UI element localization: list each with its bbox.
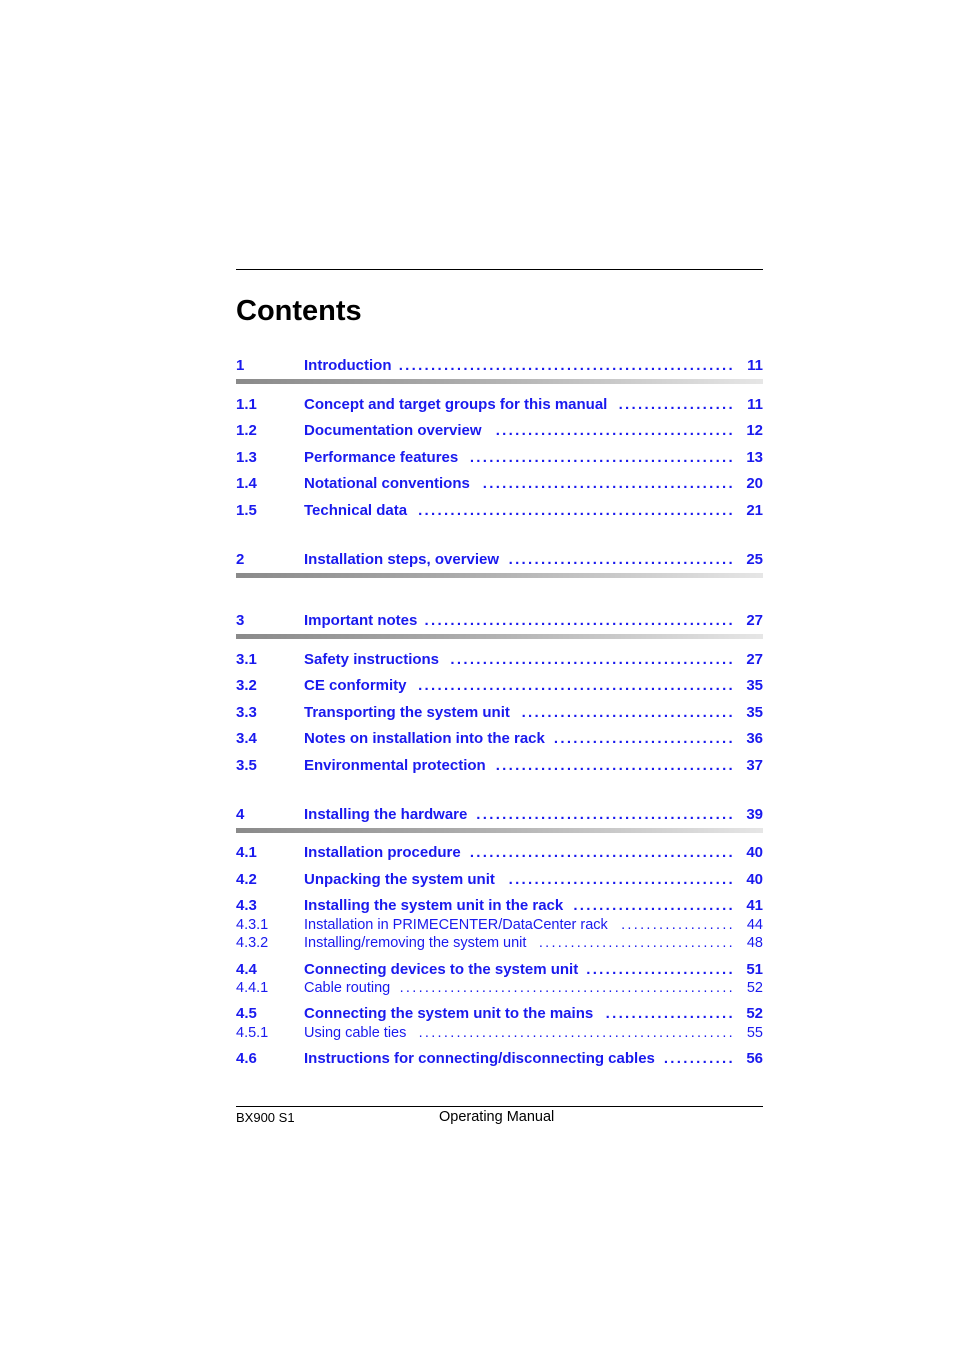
toc-leader-dots: ........... — [663, 1050, 735, 1067]
toc-entry-label[interactable]: Performance features — [304, 449, 459, 466]
toc-leader-dots: ......................................... — [469, 449, 735, 466]
toc-entry[interactable] — [236, 676, 763, 696]
toc-leader-dots: ................................................. — [418, 677, 735, 694]
footer-manual-title: Operating Manual — [439, 1109, 555, 1125]
toc-entry-page[interactable]: 56 — [746, 1050, 763, 1067]
toc-entry[interactable] — [236, 933, 763, 953]
toc-entry-label[interactable]: Unpacking the system unit — [304, 871, 495, 888]
toc-leader-dots: ............................... — [538, 935, 735, 951]
toc-leader-dots: .................. — [621, 917, 735, 933]
toc-entry-number: 3.3 — [236, 704, 257, 721]
toc-entry-label[interactable]: Connecting the system unit to the mains — [304, 1005, 594, 1022]
toc-entry-page[interactable]: 11 — [747, 357, 763, 374]
toc-entry-page[interactable]: 27 — [746, 651, 763, 668]
toc-entry-label[interactable]: Transporting the system unit — [304, 704, 510, 721]
toc-leader-dots: ................................. — [521, 704, 735, 721]
toc-entry-page[interactable]: 44 — [746, 917, 763, 933]
toc-leader-dots: ....................................... — [482, 475, 735, 492]
chapter-divider-bar — [236, 634, 763, 639]
toc-entry-page[interactable]: 12 — [746, 422, 763, 439]
toc-entry-number: 1 — [236, 357, 245, 374]
toc-leader-dots: ................................................. — [418, 502, 735, 519]
toc-entry-label[interactable]: Introduction — [304, 357, 392, 374]
toc-leader-dots: ................................................ — [424, 612, 735, 629]
toc-entry[interactable] — [236, 1049, 763, 1069]
toc-entry-number: 1.4 — [236, 475, 257, 492]
toc-entry[interactable] — [236, 843, 763, 863]
toc-entry-number: 4.3 — [236, 897, 257, 914]
toc-leader-dots: .................................................... — [398, 357, 735, 374]
toc-entry[interactable] — [236, 896, 763, 916]
toc-entry-number: 4.5 — [236, 1005, 257, 1022]
toc-entry-number: 3 — [236, 612, 245, 629]
toc-entry-number: 1.2 — [236, 422, 257, 439]
footer-rule — [236, 1106, 763, 1107]
toc-entry-page[interactable]: 41 — [746, 897, 763, 914]
toc-entry[interactable] — [236, 421, 763, 441]
toc-entry[interactable] — [236, 501, 763, 521]
toc-entry-label[interactable]: Using cable ties — [304, 1025, 407, 1041]
toc-entry-label[interactable]: Important notes — [304, 612, 418, 629]
toc-entry[interactable] — [236, 729, 763, 749]
toc-entry-number: 1.1 — [236, 396, 257, 413]
toc-entry-label[interactable]: Concept and target groups for this manual — [304, 396, 608, 413]
toc-leader-dots: ................................... — [508, 871, 735, 888]
toc-entry-label[interactable]: Safety instructions — [304, 651, 440, 668]
toc-entry-page[interactable]: 37 — [746, 757, 763, 774]
toc-entry[interactable] — [236, 960, 763, 980]
toc-entry-number: 4.1 — [236, 844, 257, 861]
toc-entry[interactable] — [236, 395, 763, 415]
toc-entry-label[interactable]: Installing/removing the system unit — [304, 935, 527, 951]
toc-entry-page[interactable]: 51 — [746, 961, 763, 978]
toc-entry[interactable] — [236, 1023, 763, 1043]
toc-entry-number: 3.5 — [236, 757, 257, 774]
toc-entry-page[interactable]: 13 — [746, 449, 763, 466]
toc-entry-label[interactable]: Technical data — [304, 502, 408, 519]
toc-entry-page[interactable]: 27 — [746, 612, 763, 629]
toc-entry[interactable] — [236, 448, 763, 468]
toc-entry-number: 4.2 — [236, 871, 257, 888]
toc-leader-dots: .................. — [618, 396, 735, 413]
toc-entry-number: 4 — [236, 806, 245, 823]
toc-leader-dots: ..................................... — [495, 757, 735, 774]
toc-entry-number: 4.5.1 — [236, 1025, 269, 1041]
toc-entry-page[interactable]: 52 — [746, 1005, 763, 1022]
toc-entry[interactable] — [236, 915, 763, 935]
toc-leader-dots: ............................ — [553, 730, 735, 747]
toc-entry-number: 1.3 — [236, 449, 257, 466]
toc-leader-dots: ..................................................... — [399, 980, 735, 996]
toc-entry-page[interactable]: 35 — [746, 677, 763, 694]
footer-product: BX900 S1 — [236, 1110, 295, 1125]
toc-entry-number: 4.3.1 — [236, 917, 269, 933]
toc-entry[interactable] — [236, 805, 763, 825]
toc-entry[interactable] — [236, 356, 763, 376]
toc-entry[interactable] — [236, 611, 763, 631]
toc-entry[interactable] — [236, 474, 763, 494]
toc-entry-number: 4.4.1 — [236, 980, 269, 996]
toc-entry-number: 3.4 — [236, 730, 257, 747]
toc-entry-number: 4.6 — [236, 1050, 257, 1067]
toc-entry-label[interactable]: Environmental protection — [304, 757, 486, 774]
toc-entry[interactable] — [236, 756, 763, 776]
toc-entry-label[interactable]: Installing the system unit in the rack — [304, 897, 564, 914]
toc-entry-number: 4.3.2 — [236, 935, 269, 951]
toc-entry-label[interactable]: CE conformity — [304, 677, 407, 694]
toc-entry-page[interactable]: 35 — [746, 704, 763, 721]
toc-entry-label[interactable]: Instructions for connecting/disconnecting cables — [304, 1050, 655, 1067]
chapter-divider-bar — [236, 828, 763, 833]
toc-entry-label[interactable]: Notational conventions — [304, 475, 470, 492]
toc-leader-dots: ......................................... — [469, 844, 735, 861]
chapter-divider-bar — [236, 573, 763, 578]
toc-entry-label[interactable]: Documentation overview — [304, 422, 482, 439]
toc-entry-label[interactable]: Notes on installation into the rack — [304, 730, 545, 747]
toc-entry-label[interactable]: Installation steps, overview — [304, 551, 500, 568]
toc-entry-page[interactable]: 25 — [746, 551, 763, 568]
toc-entry-page[interactable]: 11 — [747, 396, 763, 413]
toc-leader-dots: .................................................. — [418, 1025, 735, 1041]
toc-entry-label[interactable]: Installing the hardware — [304, 806, 468, 823]
toc-entry-page[interactable]: 52 — [746, 980, 763, 996]
toc-leader-dots: ..................................... — [495, 422, 735, 439]
toc-entry-page[interactable]: 40 — [746, 844, 763, 861]
toc-entry-label[interactable]: Installation procedure — [304, 844, 461, 861]
toc-entry[interactable] — [236, 978, 763, 998]
toc-entry-number: 4.4 — [236, 961, 257, 978]
toc-entry[interactable] — [236, 650, 763, 670]
toc-entry-number: 3.2 — [236, 677, 257, 694]
toc-entry-number: 2 — [236, 551, 245, 568]
toc-entry-page[interactable]: 36 — [746, 730, 763, 747]
toc-entry-label[interactable]: Connecting devices to the system unit — [304, 961, 579, 978]
toc-entry-page[interactable]: 21 — [746, 502, 763, 519]
toc-entry-number: 3.1 — [236, 651, 257, 668]
toc-entry-page[interactable]: 20 — [746, 475, 763, 492]
toc-leader-dots: ....................... — [586, 961, 735, 978]
toc-leader-dots: ................................... — [508, 551, 735, 568]
toc-entry-label[interactable]: Cable routing — [304, 980, 391, 996]
toc-leader-dots: ........................................ — [476, 806, 735, 823]
toc-entry[interactable] — [236, 550, 763, 570]
toc-entry[interactable] — [236, 703, 763, 723]
toc-entry[interactable] — [236, 1004, 763, 1024]
toc-entry-page[interactable]: 40 — [746, 871, 763, 888]
toc-entry-label[interactable]: Installation in PRIMECENTER/DataCenter rack — [304, 917, 608, 933]
chapter-divider-bar — [236, 379, 763, 384]
toc-leader-dots: ......................... — [573, 897, 735, 914]
page-title: Contents — [236, 295, 362, 327]
toc-entry[interactable] — [236, 870, 763, 890]
toc-entry-page[interactable]: 55 — [746, 1025, 763, 1041]
toc-leader-dots: ............................................ — [450, 651, 735, 668]
toc-entry-page[interactable]: 39 — [746, 806, 763, 823]
toc-leader-dots: .................... — [605, 1005, 735, 1022]
toc-entry-number: 1.5 — [236, 502, 257, 519]
toc-entry-page[interactable]: 48 — [746, 935, 763, 951]
